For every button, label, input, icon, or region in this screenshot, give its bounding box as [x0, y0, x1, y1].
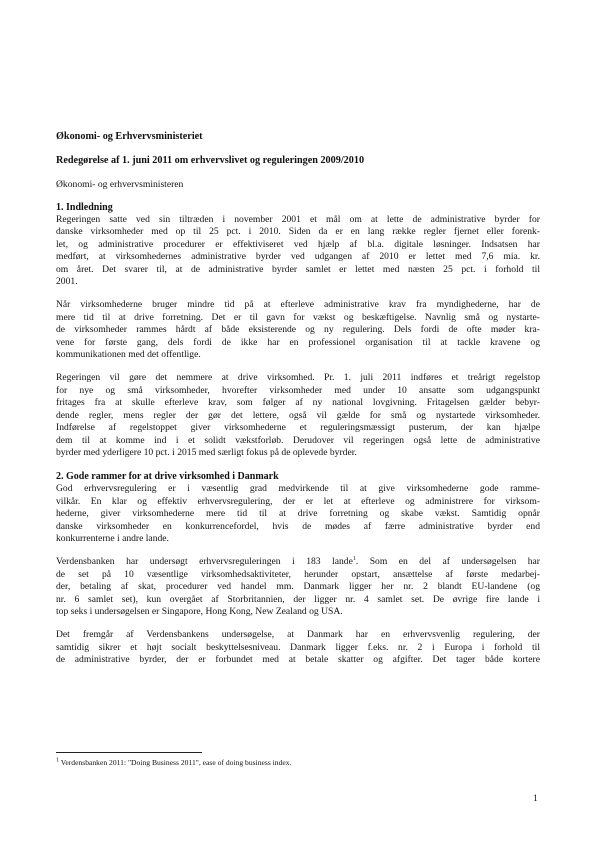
ministry-name: Økonomi- og Erhvervsministeriet [56, 131, 203, 142]
footnote: $^1$ Verdensbanken 2011: "Doing Business 2011", ease of doing business index. [56, 757, 292, 767]
paragraph-6: Det fremgår af Verdensbankens undersøgelse, at Danmark har en erhvervsvenlig regulering, der samtidig sikrer et højt socialt beskyttelsesniveau. Danmark ligger f.eks. nr. 2 i Europa i forhold til de administrative byrder, der er forbundet med at betale skatter og afgifter. Det tager både kortere [56, 629, 540, 666]
document-title: Redegørelse af 1. juni 2011 om erhvervslivet og reguleringen 2009/2010 [56, 155, 365, 166]
paragraph-1: Regeringen satte ved sin tiltræden i november 2001 et mål om at lette de administrative byrder for danske virksomheder med op til 25 pct. i 2010. Siden da er en lang række regler fjernet eller forenk- let, og administrative procedurer er effektiviseret ved hjælp af bl.a. digitale løsninger. Indsatsen har medført, at virksomhedernes administrative byrder ved udgangen af 2010 er lettet med 7,6 mia. kr. om året. Det svarer til, at de administrative byrder samlet er lettet med næsten 25 pct. i forhold til 2001. [56, 214, 540, 288]
footnote-reference: 1 [352, 556, 356, 563]
section-heading-2: 2. Gode rammer for at drive virksomhed i Danmark [56, 471, 279, 483]
paragraph-4: God erhvervsregulering er i væsentlig grad medvirkende til at give virksomhederne gode ramme- vilkår. En klar og effektiv erhvervsregulering, der er let at efterleve og administrere for virksom- hederne, giver virksomhederne mere tid til at drive forretning og skabe vækst. Samtidig opnår danske virksomheder en konkurrencefordel, hvis de mødes af færre administrative byrder end konkurrenterne i andre lande. [56, 483, 540, 544]
document-body [56, 130, 540, 667]
section-heading-1: 1. Indledning [56, 202, 113, 213]
footnote-divider [56, 752, 202, 753]
paragraph-3: Regeringen vil gøre det nemmere at drive virksomhed. Pr. 1. juli 2011 indføres et treårigt regelstop for nye og små virksomheder, hvorefter virksomheder med under 10 ansatte som udgangspunkt fritages fra at skulle efterleve krav, som følger af ny national lovgivning. Fritagelsen gælder bebyr- dende regler, mens regler der gør det lettere, også vil gælde for små og nystartede virksomheder. Indførelse af regelstoppet giver virksomhederne et reguleringsmæssigt pusterum, der kan hjælpe dem til at komme ind i et solidt vækstforløb. Derudover vil regeringen også lette de administrative byrder med yderligere 10 pct. i 2015 med særligt fokus på de oplevede byrder. [56, 372, 540, 458]
paragraph-2: Når virksomhederne bruger mindre tid på at efterleve administrative krav fra myndighederne, har de mere tid til at drive forretning. Det er til gavn for vækst og beskæftigelse. Navnlig små og nystarte- de virksomheder rammes hårdt af både eksisterende og ny regulering. Dels fordi de ofte møder kra- vene for første gang, dels fordi de ikke har en professionel organisation til at tackle kravene og kommunikationen med det offentlige. [56, 299, 540, 361]
paragraph-5: Verdensbanken har undersøgt erhvervsreguleringen i 183 lande$^1$. Som en del af undersøgelsen har de set på 10 væsentlige virksomhedsaktiviteter, herunder opstart, ansættelse af første medarbej- der, betaling af skat, procedurer ved handel mm. Danmark ligger her nr. 2 blandt EU-landene (og nr. 6 samlet set), kun overgået af Storbritannien, der ligger nr. 4 samlet set. De øvrige fire lande i top seks i undersøgelsen er Singapore, Hong Kong, New Zealand og USA. [56, 556, 540, 617]
page-number: 1 [533, 793, 538, 804]
document-author: Økonomi- og erhvervsministeren [56, 179, 184, 190]
